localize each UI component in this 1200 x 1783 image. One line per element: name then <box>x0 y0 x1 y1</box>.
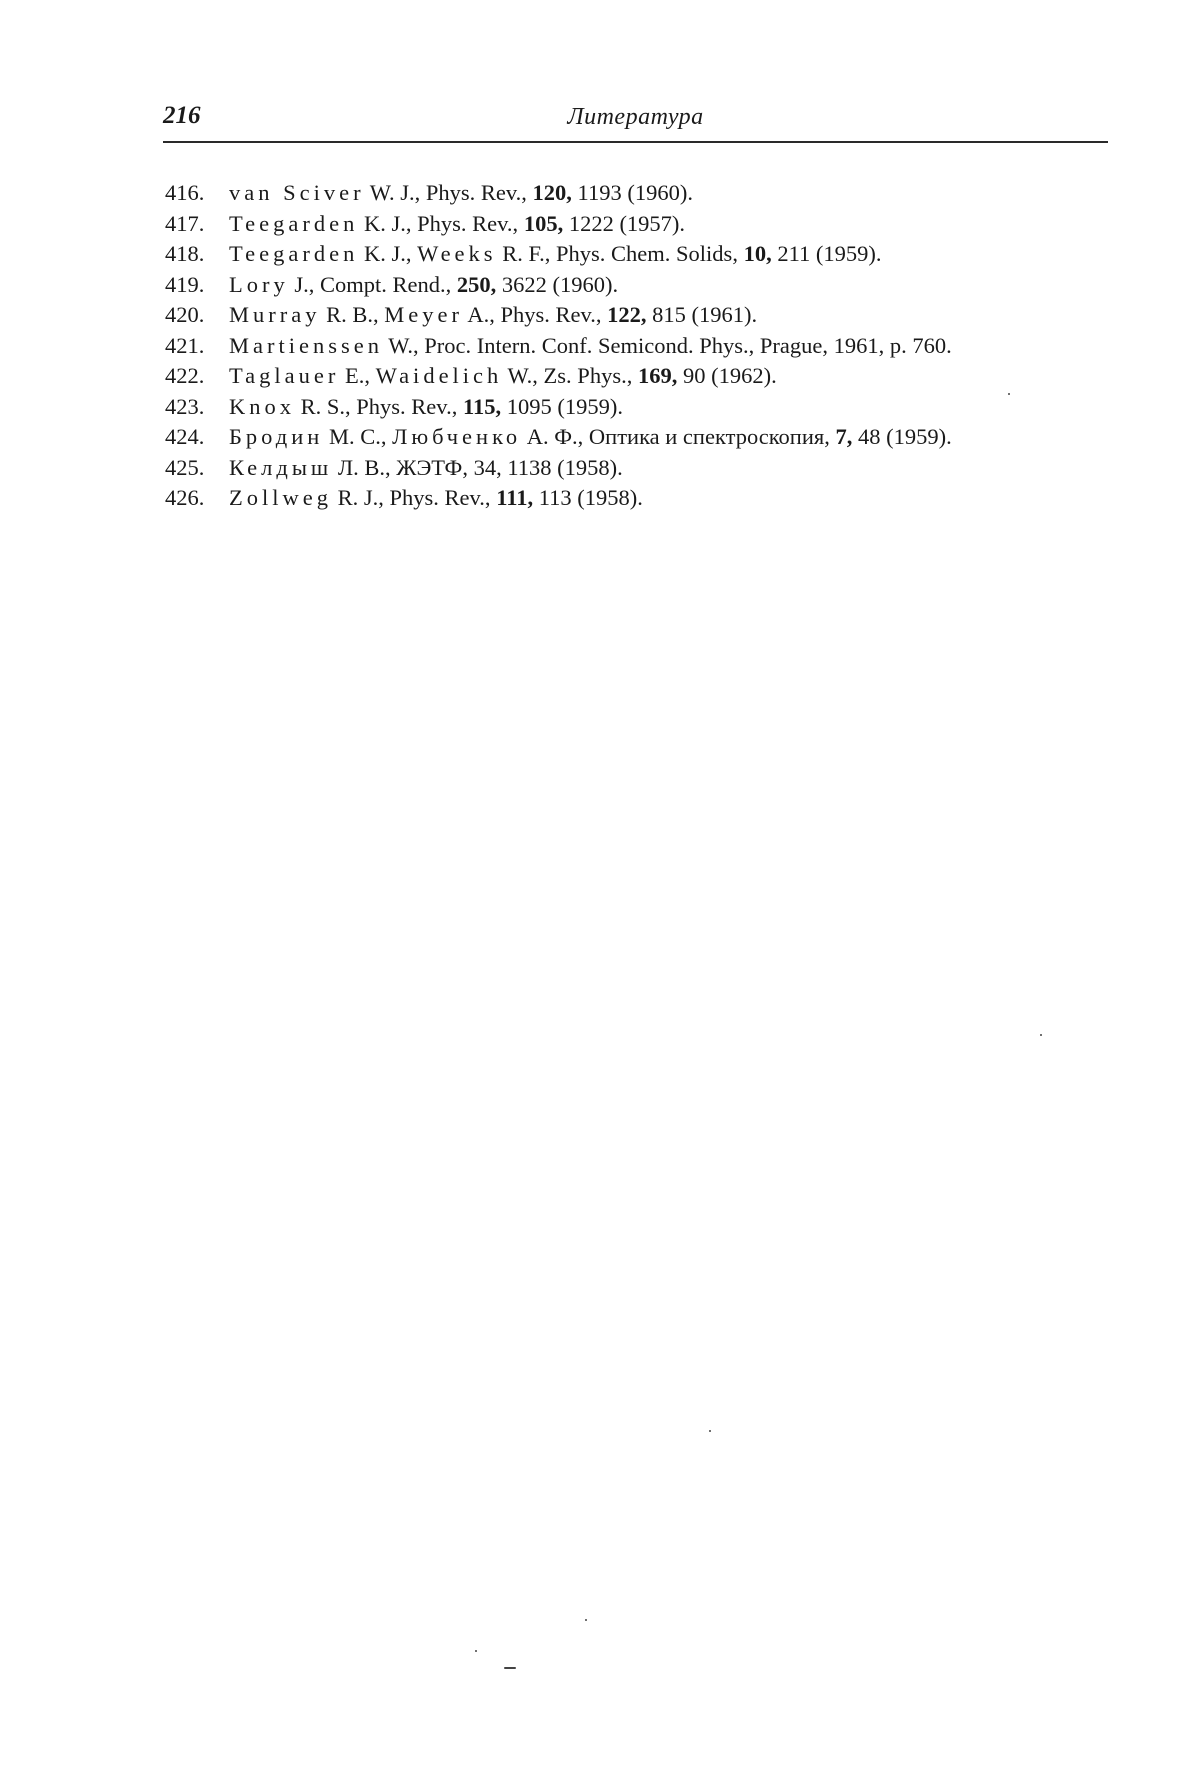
reference-author: Любченко <box>392 424 522 449</box>
reference-author: van Sciver <box>229 180 365 205</box>
reference-text: Л. В., ЖЭТФ, 34, 1138 (1958). <box>332 454 623 480</box>
reference-item <box>165 422 1115 453</box>
reference-author: Martienssen <box>229 332 383 358</box>
scan-speck <box>1008 393 1010 395</box>
reference-author: Teegarden <box>229 210 359 236</box>
reference-text: W. J., Phys. Rev., <box>364 180 533 205</box>
reference-number: 420. <box>165 302 205 327</box>
reference-text: R. S., Phys. Rev., <box>295 393 463 419</box>
reference-list <box>165 178 1115 514</box>
reference-item <box>165 483 1115 514</box>
reference-item <box>165 239 1115 270</box>
reference-text: K. J., <box>358 241 418 266</box>
reference-text: E., <box>339 363 376 388</box>
reference-text: 1222 (1957). <box>563 210 686 236</box>
reference-author: Lory <box>229 271 289 297</box>
scan-speck <box>504 1667 516 1669</box>
reference-text: R. B., <box>320 302 385 327</box>
reference-volume: 115, <box>462 393 502 419</box>
reference-item <box>165 361 1115 392</box>
reference-item <box>165 453 1115 484</box>
reference-number: 417. <box>165 210 205 236</box>
reference-text: R. F., Phys. Chem. Solids, <box>496 241 744 266</box>
reference-number: 421. <box>165 332 205 358</box>
reference-number: 424. <box>165 424 205 449</box>
header-rule <box>163 141 1108 143</box>
reference-text: W., Zs. Phys., <box>502 363 638 388</box>
reference-text: R. J., Phys. Rev., <box>331 485 497 510</box>
reference-text: K. J., Phys. Rev., <box>358 210 524 236</box>
reference-volume: 7, <box>835 424 853 449</box>
scan-speck <box>709 1430 711 1432</box>
reference-item <box>165 178 1115 209</box>
reference-author: Meyer <box>384 302 463 327</box>
reference-author: Teegarden <box>229 241 359 266</box>
reference-text: 815 (1961). <box>646 302 758 327</box>
reference-author: Murray <box>229 302 321 327</box>
reference-volume: 122, <box>607 302 647 327</box>
reference-number: 416. <box>165 180 205 205</box>
reference-author: Бродин <box>229 424 324 449</box>
reference-number: 426. <box>165 485 205 510</box>
reference-volume: 10, <box>743 241 772 266</box>
reference-author: Taglauer <box>229 363 340 388</box>
reference-volume: 111, <box>496 485 534 510</box>
reference-text: 113 (1958). <box>533 485 643 510</box>
reference-text: М. С., <box>323 424 393 449</box>
page-number: 216 <box>163 102 201 129</box>
reference-text: 90 (1962). <box>677 363 777 388</box>
reference-text: J., Compt. Rend., <box>288 271 457 297</box>
reference-volume: 105, <box>523 210 564 236</box>
running-title: Литература <box>567 104 704 130</box>
reference-item <box>165 331 1115 362</box>
reference-text: 1193 (1960). <box>571 180 693 205</box>
scan-speck <box>475 1650 477 1652</box>
reference-text: 3622 (1960). <box>496 271 619 297</box>
reference-text: 211 (1959). <box>771 241 882 266</box>
reference-number: 423. <box>165 393 205 419</box>
reference-item <box>165 300 1115 331</box>
reference-volume: 120, <box>532 180 572 205</box>
reference-text: W., Proc. Intern. Conf. Semicond. Phys., Prague, 1961, p. 760. <box>382 332 952 358</box>
reference-text: A., Phys. Rev., <box>462 302 608 327</box>
reference-text: А. Ф., Оптика и спектроскопия, <box>521 424 836 449</box>
reference-author: Weeks <box>417 241 497 266</box>
reference-author: Zollweg <box>229 485 332 510</box>
reference-volume: 169, <box>637 363 678 388</box>
reference-text: 48 (1959). <box>852 424 952 449</box>
reference-volume: 250, <box>456 271 497 297</box>
reference-number: 418. <box>165 241 205 266</box>
scan-speck <box>1040 1034 1042 1036</box>
reference-item <box>165 392 1115 423</box>
reference-number: 419. <box>165 271 205 297</box>
page-header <box>163 96 1108 142</box>
reference-number: 422. <box>165 363 205 388</box>
reference-author: Knox <box>229 393 295 419</box>
reference-item <box>165 209 1115 240</box>
reference-number: 425. <box>165 454 205 480</box>
reference-author: Келдыш <box>229 454 333 480</box>
reference-author: Waidelich <box>375 363 503 388</box>
scan-speck <box>585 1619 587 1621</box>
reference-item <box>165 270 1115 301</box>
reference-text: 1095 (1959). <box>501 393 623 419</box>
